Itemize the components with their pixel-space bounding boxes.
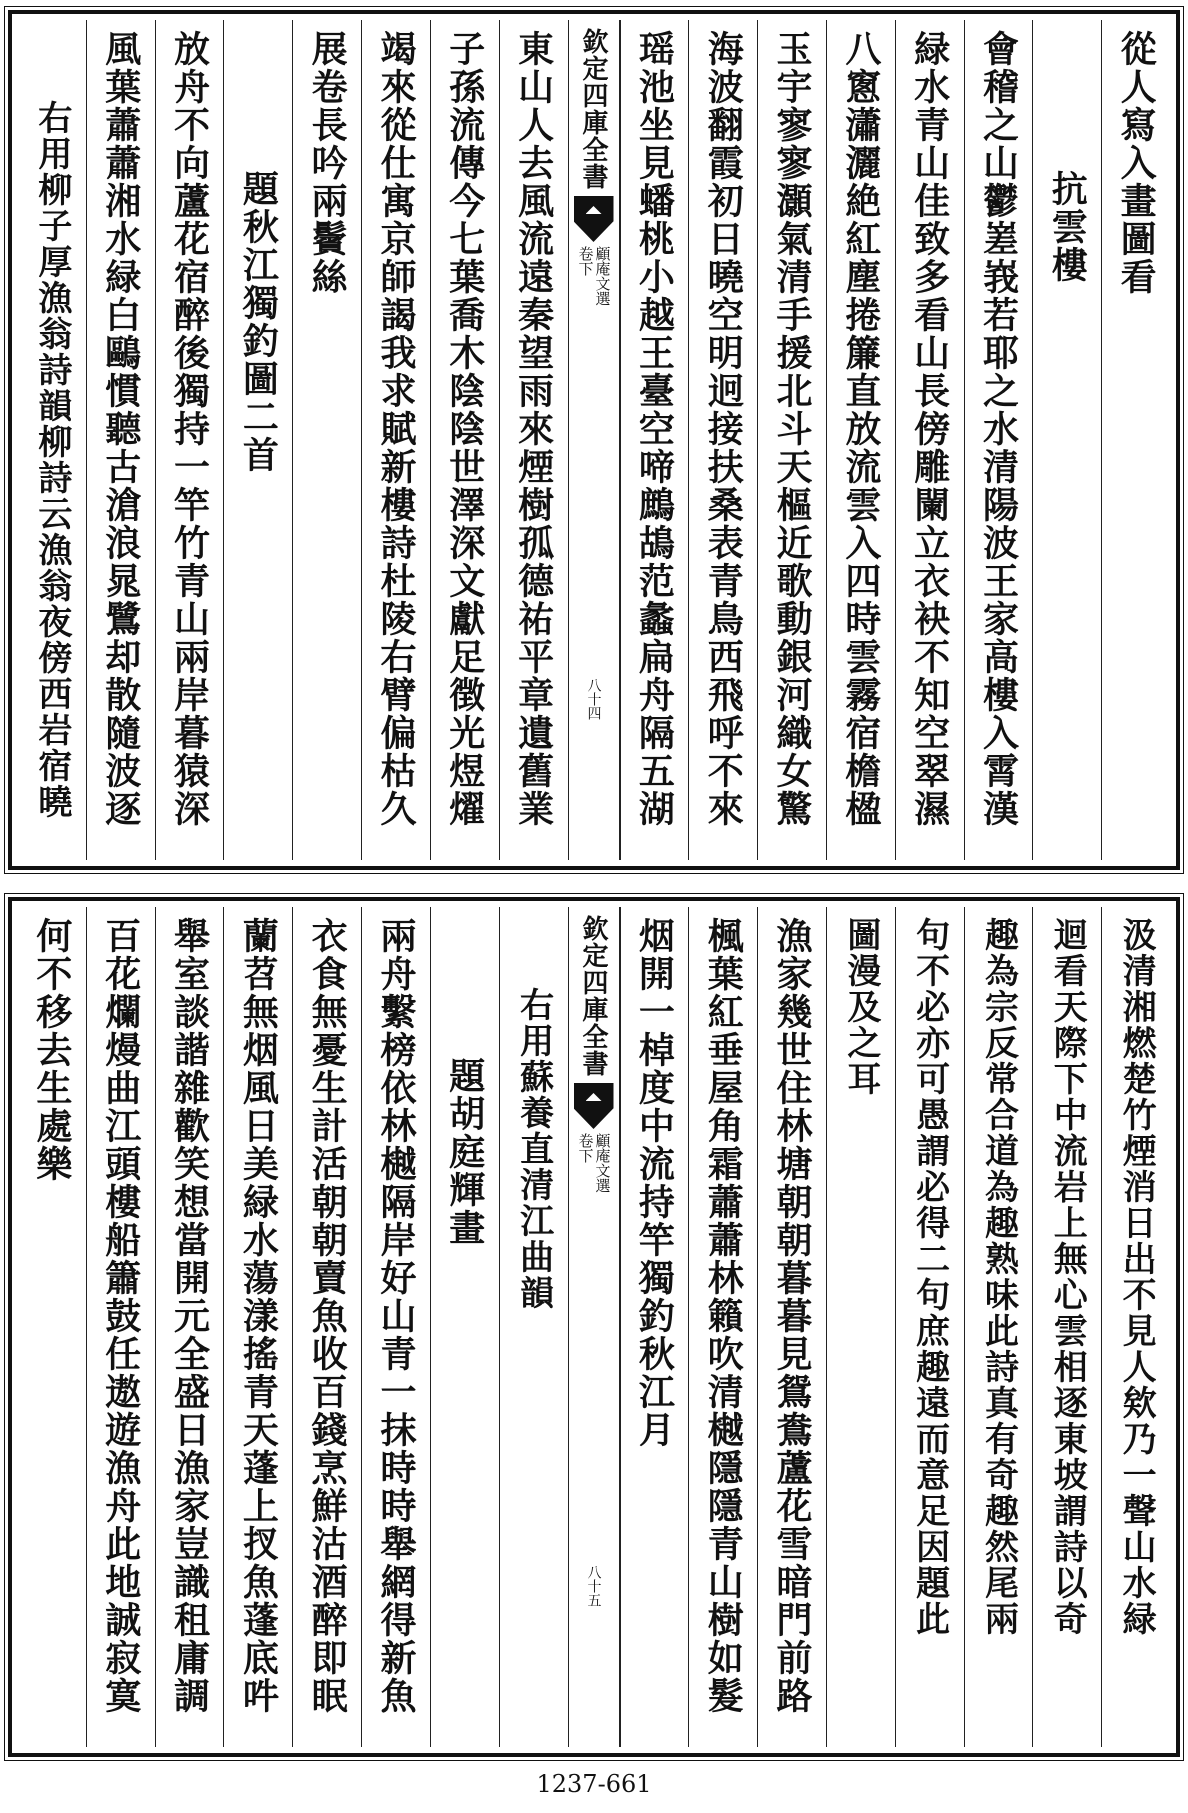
text-column [964,907,1033,1747]
page-number: 八十四 [585,678,602,720]
text-column [1032,20,1101,860]
text-column [292,907,361,1747]
fish-tail-mark-icon [574,196,614,242]
column-text: 圖漫及之耳 [840,917,881,1097]
column-text: 東山人去風流遠秦望雨來煙樹孤德祐平章遺舊業 [512,30,555,828]
column-text: 楓葉紅垂屋角霜蕭蕭林籟吹清樾隱隱青山樹如髮 [702,917,745,1715]
volume-label [578,1133,610,1193]
annotation-text: 右用蘇養直清江曲韻 [513,987,554,1311]
text-column [361,20,430,860]
collection-title: 欽定四庫全書 [578,28,608,190]
text-column [430,20,499,860]
column-text: 何不移去生處樂 [30,917,73,1183]
text-column [757,20,826,860]
text-column [155,907,224,1747]
text-column [895,20,964,860]
poem-title: 題秋江獨釣圖二首 [237,170,280,474]
column-text: 汲清湘燃楚竹煙消日出不見人欸乃一聲山水緑 [1116,917,1157,1637]
bottom-page [8,897,1180,1757]
page-number: 八十五 [585,1565,602,1607]
poem-title: 題胡庭輝畫 [443,1057,486,1247]
column-text: 衣食無憂生計活朝朝賣魚收百錢烹鮮沽酒醉即眠 [306,917,349,1715]
text-column [155,20,224,860]
column-text: 海波翻霞初日曉空明迥接扶桑表青鳥西飛呼不來 [702,30,745,828]
text-column [292,20,361,860]
column-text: 瑶池坐見蟠桃小越王臺空啼鷓鴣范蠡扁舟隔五湖 [633,30,676,828]
catalog-number: 1237-661 [536,1770,652,1798]
column-text: 緑水青山佳致多看山長傍雕闌立衣袂不知空翠濕 [908,30,951,828]
volume-number: 卷下 [576,1133,595,1163]
text-column [86,907,155,1747]
column-text: 八窻瀟灑絶紅塵捲簾直放流雲入四時雲霧宿檐楹 [839,30,882,828]
column-text: 兩舟繫榜依林樾隔岸好山青一抹時時舉網得新魚 [374,917,417,1715]
text-column [1101,20,1170,860]
column-text: 百花爛熳曲江頭樓船簫鼓任遨遊漁舟此地誠寂寞 [99,917,142,1715]
text-column [499,20,568,860]
text-column [1032,907,1101,1747]
text-column [620,20,689,860]
column-text: 會稽之山鬱嵳峩若耶之水清陽波王家高樓入霄漢 [977,30,1020,828]
text-column [1101,907,1170,1747]
text-column [757,907,826,1747]
text-column [499,907,568,1747]
text-column [688,907,757,1747]
text-column [223,907,292,1747]
text-column [430,907,499,1747]
column-text: 烟開一棹度中流持竿獨釣秋江月 [633,917,676,1449]
volume-label [578,246,610,306]
annotation-text: 右用柳子厚漁翁詩韻柳詩云漁翁夜傍西岩宿曉 [31,100,72,820]
fish-tail-mark-icon [574,1083,614,1129]
column-text: 舉室談諧雜歡笑想當開元全盛日漁家豈識租庸調 [168,917,211,1715]
text-column [895,907,964,1747]
text-column [620,907,689,1747]
column-text: 迴看天際下中流岩上無心雲相逐東坡謂詩以奇 [1047,917,1088,1637]
column-text: 展卷長吟兩鬢絲 [306,30,349,296]
text-column [688,20,757,860]
column-text: 放舟不向蘆花宿醉後獨持一竿竹青山兩岸暮猿深 [168,30,211,828]
text-column [361,907,430,1747]
book-title: 顧庵文選 [593,246,612,306]
text-column [223,20,292,860]
center-margin [568,20,620,860]
column-text: 玉宇寥寥灝氣清手援北斗天樞近歌動銀河織女驚 [771,30,814,828]
book-title: 顧庵文選 [593,1133,612,1193]
column-text: 竭來從仕寓京師謁我求賦新樓詩杜陵右臂偏枯久 [374,30,417,828]
column-text: 子孫流傳今七葉喬木陰陰世澤深文獻足徴光煜燿 [443,30,486,828]
text-column [86,20,155,860]
column-text: 從人寫入畫圖看 [1115,30,1158,296]
text-column [18,20,86,860]
column-text: 風葉蕭蕭湘水緑白鷗慣聽古滄浪晁鷺却散隨波逐 [99,30,142,828]
column-text: 趣為宗反常合道為趣熟味此詩真有奇趣然尾兩 [978,917,1019,1637]
collection-title: 欽定四庫全書 [578,915,608,1077]
volume-number: 卷下 [576,246,595,276]
column-text: 句不必亦可愚謂必得二句庶趣遠而意足因題此 [909,917,950,1637]
text-column [964,20,1033,860]
poem-title: 抗雲樓 [1046,170,1089,284]
top-page [8,10,1180,870]
text-column [18,907,86,1747]
center-margin [568,907,620,1747]
column-text: 漁家幾世住林塘朝朝暮暮見鴛鴦蘆花雪暗門前路 [771,917,814,1715]
text-column [826,20,895,860]
text-column [826,907,895,1747]
column-text: 蘭苕無烟風日美緑水蕩漾搖青天蓬上扠魚蓬底吽 [237,917,280,1715]
